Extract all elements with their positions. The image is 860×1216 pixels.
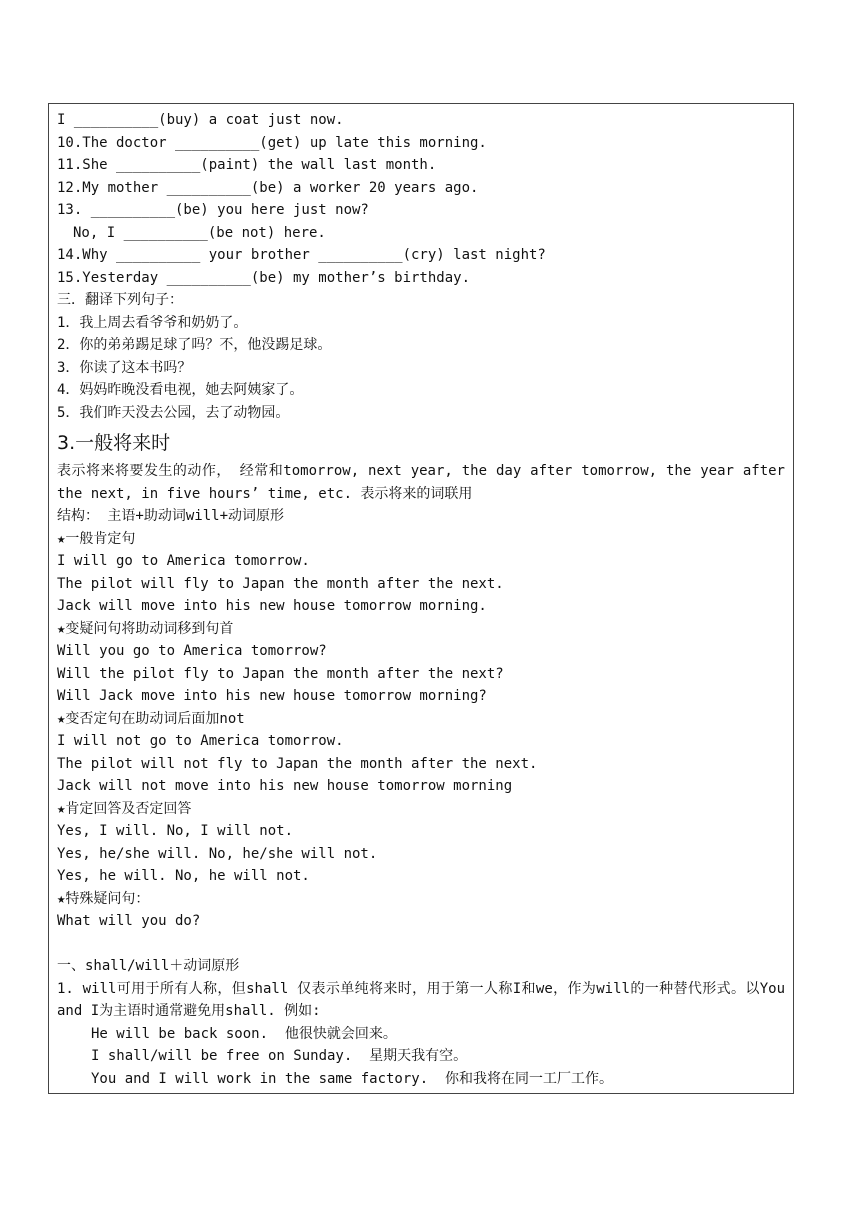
exercise-line: 13. __________(be) you here just now? xyxy=(57,202,369,218)
translate-item: 4．妈妈昨晚没看电视，她去阿姨家了。 xyxy=(57,382,304,398)
example-sentence: The pilot will fly to Japan the month after the next. xyxy=(57,575,504,592)
negative-title: ★变否定句在助动词后面加not xyxy=(57,710,245,727)
translate-title: 三．翻译下列句子： xyxy=(57,292,183,308)
example-sentence: He will be back soon. 他很快就会回来。 xyxy=(91,1025,397,1042)
example-sentence: Yes, I will. No, I will not. xyxy=(57,823,294,839)
example-sentence: Will the pilot fly to Japan the month after the next? xyxy=(57,665,504,682)
exercise-line: 14.Why __________ your brother __________(cry) last night? xyxy=(57,247,546,263)
section-heading: 3.一般将来时 xyxy=(57,432,171,454)
structure-line: 结构： 主语+助动词will+动词原形 xyxy=(57,508,285,524)
example-sentence: The pilot will not fly to Japan the month after the next. xyxy=(57,755,538,772)
translate-item: 5．我们昨天没去公园，去了动物园。 xyxy=(57,404,290,421)
exercise-line: 12.My mother __________(be) a worker 20 years ago. xyxy=(57,179,479,196)
example-sentence: Will Jack move into his new house tomorrow morning? xyxy=(57,688,487,704)
example-sentence: Jack will move into his new house tomorrow morning. xyxy=(57,598,487,614)
answers-title: ★肯定回答及否定回答 xyxy=(57,800,192,817)
special-title: ★特殊疑问句： xyxy=(57,890,150,907)
section-intro: 表示将来将要发生的动作， 经常和tomorrow, next year, the day after tomorrow, the year after the next, in five hours’ time, etc. 表示将来的词联用 xyxy=(57,463,785,502)
example-sentence: I shall/will be free on Sunday. 星期天我有空。 xyxy=(91,1048,468,1064)
example-sentence: Jack will not move into his new house tomorrow morning xyxy=(57,778,513,794)
exercise-line: No, I __________(be not) here. xyxy=(73,224,326,241)
question-title: ★变疑问句将助动词移到句首 xyxy=(57,620,234,637)
translate-item: 1．我上周去看爷爷和奶奶了。 xyxy=(57,314,248,331)
document-page xyxy=(48,103,794,1094)
exercise-line: 10.The doctor __________(get) up late this morning. xyxy=(57,134,487,151)
affirmative-title: ★一般肯定句 xyxy=(57,530,136,547)
example-sentence: What will you do? xyxy=(57,913,201,929)
example-sentence: I will go to America tomorrow. xyxy=(57,553,310,569)
shall-point: 1. will可用于所有人称，但shall 仅表示单纯将来时，用于第一人称I和we，作为will的一种替代形式。以You and I为主语时通常避免用shall. 例如: xyxy=(57,980,785,1019)
example-sentence: Yes, he will. No, he will not. xyxy=(57,868,310,884)
spacer xyxy=(57,933,793,956)
example-sentence: I will not go to America tomorrow. xyxy=(57,733,344,749)
example-sentence: Yes, he/she will. No, he/she will not. xyxy=(57,845,378,862)
translate-item: 3．你读了这本书吗？ xyxy=(57,359,192,376)
exercise-line: 15.Yesterday __________(be) my mother’s birthday. xyxy=(57,269,471,286)
shall-title: 一、shall/will＋动词原形 xyxy=(57,958,240,974)
example-sentence: Will you go to America tomorrow? xyxy=(57,643,327,659)
exercise-line: 11.She __________(paint) the wall last month. xyxy=(57,157,437,173)
exercise-line: I __________(buy) a coat just now. xyxy=(57,112,344,128)
translate-item: 2．你的弟弟踢足球了吗？不，他没踢足球。 xyxy=(57,337,332,353)
example-sentence: You and I will work in the same factory. 你和我将在同一工厂工作。 xyxy=(91,1070,614,1087)
